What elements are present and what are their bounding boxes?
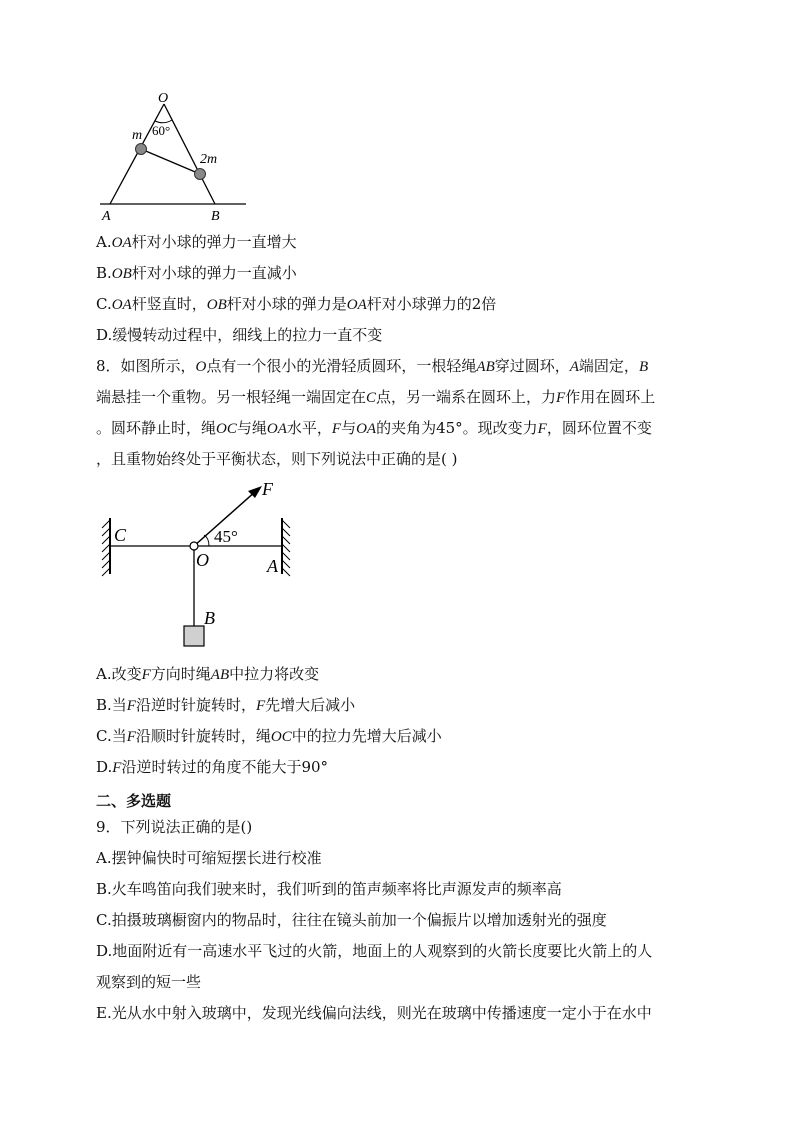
q9-option-e: E.光从水中射入玻璃中，发现光线偏向法线，则光在玻璃中传播速度一定小于在水中 [96, 1004, 652, 1022]
q9-option-a: A.摆钟偏快时可缩短摆长进行校准 [96, 849, 322, 867]
q7-option-b: B.OB杆对小球的弹力一直减小 [96, 264, 297, 282]
q8-stem-line3: 。圆环静止时，绳OC与绳OA水平，F与OA的夹角为45°。现改变力F，圆环位置不变 [96, 419, 652, 437]
q8-option-a: A.改变F方向时绳AB中拉力将改变 [96, 665, 320, 683]
q7-option-a: A.OA杆对小球的弹力一直增大 [96, 233, 297, 251]
label-o2: O [196, 550, 209, 570]
string-line [141, 149, 200, 174]
figure-ring-force [96, 478, 300, 652]
section-title: 二、多选题 [96, 792, 172, 810]
q9-option-c: C.拍摄玻璃橱窗内的物品时，往往在镜头前加一个偏振片以增加透射光的强度 [96, 911, 607, 929]
q8-stem-line2: 端悬挂一个重物。另一根轻绳一端固定在C点，另一端系在圆环上，力F作用在圆环上 [96, 388, 656, 406]
q9-option-d-line2: 观察到的短一些 [96, 973, 202, 991]
wall-left-hatch [102, 520, 110, 576]
q9-option-d-line1: D.地面附近有一高速水平飞过的火箭，地面上的人观察到的火箭长度要比火箭上的人 [96, 942, 653, 960]
label-a: A [102, 209, 111, 224]
ball-2m [195, 169, 206, 180]
figure-rod-triangle [96, 92, 256, 224]
label-angle: 60° [152, 123, 171, 138]
label-a2: A [267, 556, 278, 576]
q7-option-c: C.OA杆竖直时，OB杆对小球的弹力是OA杆对小球弹力的2倍 [96, 295, 497, 313]
label-f: F [262, 479, 273, 499]
label-c: C [114, 525, 127, 545]
label-b: B [211, 209, 220, 224]
label-o: O [158, 92, 169, 106]
q8-stem-line4: ，且重物始终处于平衡状态，则下列说法中正确的是( ) [96, 450, 458, 468]
q9-option-b: B.火车鸣笛向我们驶来时，我们听到的笛声频率将比声源发声的频率高 [96, 880, 562, 898]
ring [190, 542, 198, 550]
q7-option-d: D.缓慢转动过程中，细线上的拉力一直不变 [96, 326, 383, 344]
label-b2: B [204, 608, 215, 628]
q8-option-c: C.当F沿顺时针旋转时，绳OC中的拉力先增大后减小 [96, 727, 442, 745]
q9-stem: 9．下列说法正确的是() [96, 818, 253, 836]
weight-block [184, 626, 204, 646]
q8-option-b: B.当F沿逆时针旋转时，F先增大后减小 [96, 696, 356, 714]
label-45: 45° [214, 527, 238, 546]
label-m: m [132, 128, 143, 143]
label-2m: 2m [200, 152, 218, 167]
ball-m [136, 144, 147, 155]
q8-option-d: D.F沿逆时转过的角度不能大于90° [96, 758, 329, 776]
rod-oa [110, 104, 164, 204]
q8-stem-line1: 8．如图所示，O点有一个很小的光滑轻质圆环，一根轻绳AB穿过圆环，A端固定，B [96, 357, 649, 375]
wall-right-hatch [282, 520, 290, 576]
